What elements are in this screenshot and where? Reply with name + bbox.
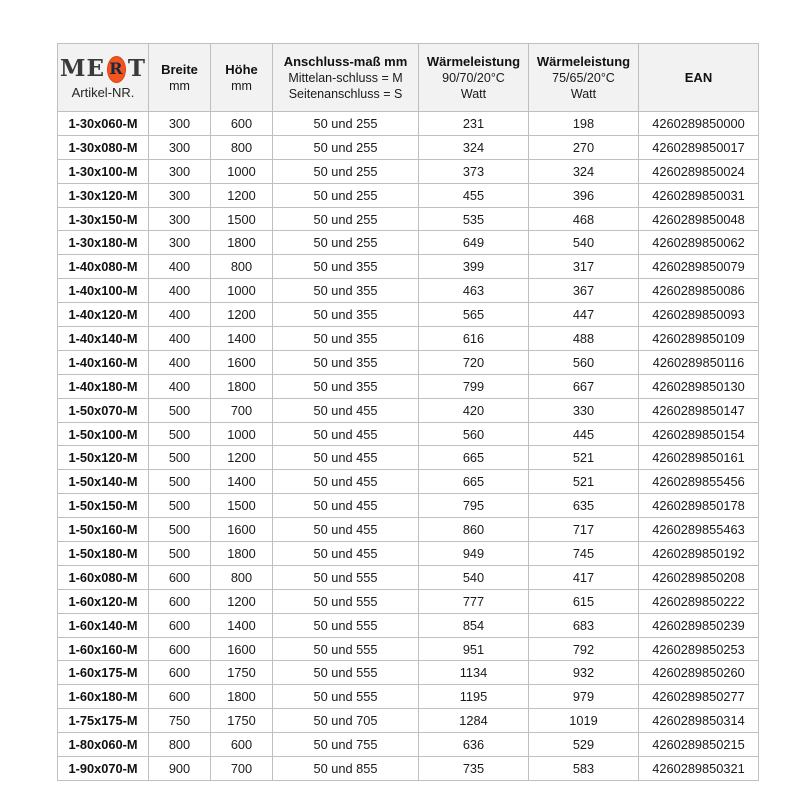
cell-artikel: 1-40x180-M bbox=[58, 374, 149, 398]
cell-w90: 777 bbox=[419, 589, 529, 613]
w90-line3: Watt bbox=[460, 86, 487, 101]
table-row bbox=[58, 446, 759, 470]
table-row bbox=[58, 757, 759, 781]
cell-w75: 1019 bbox=[529, 709, 639, 733]
cell-w75: 683 bbox=[529, 613, 639, 637]
cell-w75: 635 bbox=[529, 494, 639, 518]
cell-breite: 600 bbox=[149, 613, 211, 637]
cell-artikel: 1-40x140-M bbox=[58, 327, 149, 351]
cell-ean: 4260289850086 bbox=[639, 279, 759, 303]
hoehe-unit: mm bbox=[231, 78, 252, 93]
table-row bbox=[58, 589, 759, 613]
cell-ean: 4260289850178 bbox=[639, 494, 759, 518]
table-row bbox=[58, 661, 759, 685]
cell-breite: 600 bbox=[149, 661, 211, 685]
cell-w75: 396 bbox=[529, 183, 639, 207]
cell-w90: 399 bbox=[419, 255, 529, 279]
breite-unit: mm bbox=[169, 78, 190, 93]
cell-anschluss: 50 und 855 bbox=[273, 757, 419, 781]
cell-anschluss: 50 und 355 bbox=[273, 374, 419, 398]
cell-w90: 951 bbox=[419, 637, 529, 661]
table-row bbox=[58, 565, 759, 589]
cell-w75: 521 bbox=[529, 446, 639, 470]
cell-w90: 860 bbox=[419, 518, 529, 542]
cell-w75: 468 bbox=[529, 207, 639, 231]
cell-artikel: 1-50x180-M bbox=[58, 542, 149, 566]
cell-breite: 500 bbox=[149, 518, 211, 542]
table-row bbox=[58, 709, 759, 733]
table-row bbox=[58, 542, 759, 566]
cell-breite: 500 bbox=[149, 470, 211, 494]
cell-hoehe: 1600 bbox=[211, 637, 273, 661]
table-row bbox=[58, 350, 759, 374]
cell-w75: 521 bbox=[529, 470, 639, 494]
cell-breite: 500 bbox=[149, 494, 211, 518]
cell-w75: 270 bbox=[529, 135, 639, 159]
cell-w75: 615 bbox=[529, 589, 639, 613]
cell-breite: 300 bbox=[149, 159, 211, 183]
cell-anschluss: 50 und 455 bbox=[273, 446, 419, 470]
cell-artikel: 1-40x120-M bbox=[58, 303, 149, 327]
cell-w75: 745 bbox=[529, 542, 639, 566]
cell-breite: 500 bbox=[149, 542, 211, 566]
cell-artikel: 1-40x080-M bbox=[58, 255, 149, 279]
header-artikel-nr bbox=[58, 44, 149, 112]
cell-ean: 4260289850109 bbox=[639, 327, 759, 351]
cell-w90: 420 bbox=[419, 398, 529, 422]
cell-hoehe: 1800 bbox=[211, 542, 273, 566]
cell-w90: 231 bbox=[419, 112, 529, 136]
cell-anschluss: 50 und 755 bbox=[273, 733, 419, 757]
cell-artikel: 1-80x060-M bbox=[58, 733, 149, 757]
cell-hoehe: 1000 bbox=[211, 159, 273, 183]
cell-hoehe: 1400 bbox=[211, 470, 273, 494]
cell-hoehe: 1800 bbox=[211, 685, 273, 709]
cell-w90: 720 bbox=[419, 350, 529, 374]
cell-artikel: 1-60x140-M bbox=[58, 613, 149, 637]
cell-artikel: 1-30x100-M bbox=[58, 159, 149, 183]
w90-line2: 90/70/20°C bbox=[442, 70, 505, 85]
table-row bbox=[58, 374, 759, 398]
cell-ean: 4260289850192 bbox=[639, 542, 759, 566]
table-row bbox=[58, 327, 759, 351]
cell-w90: 463 bbox=[419, 279, 529, 303]
cell-breite: 400 bbox=[149, 279, 211, 303]
cell-w90: 665 bbox=[419, 470, 529, 494]
cell-w90: 1195 bbox=[419, 685, 529, 709]
cell-artikel: 1-50x160-M bbox=[58, 518, 149, 542]
header-anschluss bbox=[273, 44, 419, 112]
cell-hoehe: 800 bbox=[211, 565, 273, 589]
cell-artikel: 1-60x175-M bbox=[58, 661, 149, 685]
cell-hoehe: 1600 bbox=[211, 350, 273, 374]
cell-breite: 400 bbox=[149, 350, 211, 374]
cell-hoehe: 1400 bbox=[211, 327, 273, 351]
logo-letters-t: T bbox=[127, 55, 146, 82]
cell-w75: 445 bbox=[529, 422, 639, 446]
cell-breite: 500 bbox=[149, 422, 211, 446]
cell-anschluss: 50 und 455 bbox=[273, 518, 419, 542]
cell-hoehe: 1750 bbox=[211, 661, 273, 685]
cell-breite: 300 bbox=[149, 135, 211, 159]
anschluss-line2: Mittelan-schluss = M bbox=[288, 70, 403, 85]
cell-anschluss: 50 und 555 bbox=[273, 661, 419, 685]
cell-anschluss: 50 und 555 bbox=[273, 613, 419, 637]
table-row bbox=[58, 685, 759, 709]
cell-ean: 4260289850000 bbox=[639, 112, 759, 136]
cell-breite: 900 bbox=[149, 757, 211, 781]
cell-ean: 4260289850314 bbox=[639, 709, 759, 733]
cell-w90: 540 bbox=[419, 565, 529, 589]
cell-anschluss: 50 und 455 bbox=[273, 494, 419, 518]
cell-anschluss: 50 und 255 bbox=[273, 183, 419, 207]
cell-artikel: 1-75x175-M bbox=[58, 709, 149, 733]
cell-ean: 4260289850079 bbox=[639, 255, 759, 279]
cell-ean: 4260289850024 bbox=[639, 159, 759, 183]
cell-hoehe: 1800 bbox=[211, 374, 273, 398]
cell-artikel: 1-50x140-M bbox=[58, 470, 149, 494]
cell-breite: 500 bbox=[149, 446, 211, 470]
cell-anschluss: 50 und 355 bbox=[273, 279, 419, 303]
cell-hoehe: 1000 bbox=[211, 279, 273, 303]
cell-w75: 717 bbox=[529, 518, 639, 542]
cell-hoehe: 1000 bbox=[211, 422, 273, 446]
anschluss-line3: Seitenanschluss = S bbox=[288, 86, 403, 101]
cell-hoehe: 1200 bbox=[211, 589, 273, 613]
logo-letters-me: ME bbox=[60, 55, 105, 82]
cell-w90: 616 bbox=[419, 327, 529, 351]
cell-artikel: 1-30x180-M bbox=[58, 231, 149, 255]
hoehe-title: Höhe bbox=[225, 61, 258, 77]
cell-artikel: 1-60x080-M bbox=[58, 565, 149, 589]
header-hoehe bbox=[211, 44, 273, 112]
cell-artikel: 1-60x120-M bbox=[58, 589, 149, 613]
cell-anschluss: 50 und 355 bbox=[273, 327, 419, 351]
cell-hoehe: 1400 bbox=[211, 613, 273, 637]
cell-breite: 400 bbox=[149, 374, 211, 398]
cell-anschluss: 50 und 455 bbox=[273, 422, 419, 446]
table-row bbox=[58, 733, 759, 757]
cell-breite: 300 bbox=[149, 112, 211, 136]
header-waermeleistung-90 bbox=[419, 44, 529, 112]
table-body bbox=[58, 112, 759, 781]
cell-artikel: 1-90x070-M bbox=[58, 757, 149, 781]
table-row bbox=[58, 303, 759, 327]
cell-anschluss: 50 und 555 bbox=[273, 637, 419, 661]
cell-ean: 4260289850048 bbox=[639, 207, 759, 231]
cell-hoehe: 1200 bbox=[211, 446, 273, 470]
header-row bbox=[58, 44, 759, 112]
cell-w90: 565 bbox=[419, 303, 529, 327]
cell-w90: 854 bbox=[419, 613, 529, 637]
cell-artikel: 1-50x150-M bbox=[58, 494, 149, 518]
cell-breite: 750 bbox=[149, 709, 211, 733]
w75-title: Wärmeleistung bbox=[536, 53, 631, 69]
cell-ean: 4260289850253 bbox=[639, 637, 759, 661]
cell-ean: 4260289850277 bbox=[639, 685, 759, 709]
cell-breite: 600 bbox=[149, 565, 211, 589]
cell-anschluss: 50 und 555 bbox=[273, 685, 419, 709]
cell-anschluss: 50 und 705 bbox=[273, 709, 419, 733]
cell-hoehe: 600 bbox=[211, 733, 273, 757]
cell-hoehe: 700 bbox=[211, 757, 273, 781]
table-row bbox=[58, 279, 759, 303]
cell-artikel: 1-50x100-M bbox=[58, 422, 149, 446]
cell-hoehe: 800 bbox=[211, 135, 273, 159]
cell-artikel: 1-60x160-M bbox=[58, 637, 149, 661]
cell-anschluss: 50 und 455 bbox=[273, 398, 419, 422]
header-waermeleistung-75 bbox=[529, 44, 639, 112]
cell-artikel: 1-40x160-M bbox=[58, 350, 149, 374]
cell-breite: 500 bbox=[149, 398, 211, 422]
cell-w90: 373 bbox=[419, 159, 529, 183]
cell-ean: 4260289850239 bbox=[639, 613, 759, 637]
cell-artikel: 1-50x070-M bbox=[58, 398, 149, 422]
w90-title: Wärmeleistung bbox=[426, 53, 521, 69]
cell-w90: 665 bbox=[419, 446, 529, 470]
cell-anschluss: 50 und 355 bbox=[273, 255, 419, 279]
cell-ean: 4260289850147 bbox=[639, 398, 759, 422]
cell-breite: 400 bbox=[149, 327, 211, 351]
cell-w90: 649 bbox=[419, 231, 529, 255]
cell-ean: 4260289850062 bbox=[639, 231, 759, 255]
table-row bbox=[58, 613, 759, 637]
table-row bbox=[58, 470, 759, 494]
cell-w90: 535 bbox=[419, 207, 529, 231]
cell-ean: 4260289855456 bbox=[639, 470, 759, 494]
cell-w75: 529 bbox=[529, 733, 639, 757]
cell-w90: 1284 bbox=[419, 709, 529, 733]
cell-w75: 317 bbox=[529, 255, 639, 279]
cell-hoehe: 600 bbox=[211, 112, 273, 136]
cell-ean: 4260289850017 bbox=[639, 135, 759, 159]
table-row bbox=[58, 183, 759, 207]
cell-ean: 4260289850154 bbox=[639, 422, 759, 446]
cell-breite: 400 bbox=[149, 255, 211, 279]
logo-r-circle-icon bbox=[107, 56, 126, 83]
cell-w75: 667 bbox=[529, 374, 639, 398]
table-row bbox=[58, 135, 759, 159]
cell-w90: 735 bbox=[419, 757, 529, 781]
anschluss-title: Anschluss-maß mm bbox=[283, 53, 408, 69]
cell-anschluss: 50 und 255 bbox=[273, 159, 419, 183]
cell-artikel: 1-60x180-M bbox=[58, 685, 149, 709]
logo-circle-letter: R bbox=[109, 59, 124, 78]
cell-hoehe: 1200 bbox=[211, 183, 273, 207]
cell-anschluss: 50 und 555 bbox=[273, 589, 419, 613]
cell-artikel: 1-40x100-M bbox=[58, 279, 149, 303]
header-breite bbox=[149, 44, 211, 112]
cell-artikel: 1-30x120-M bbox=[58, 183, 149, 207]
cell-breite: 600 bbox=[149, 685, 211, 709]
cell-w75: 560 bbox=[529, 350, 639, 374]
cell-breite: 600 bbox=[149, 589, 211, 613]
cell-ean: 4260289850208 bbox=[639, 565, 759, 589]
cell-hoehe: 1500 bbox=[211, 207, 273, 231]
cell-hoehe: 1500 bbox=[211, 494, 273, 518]
cell-ean: 4260289850222 bbox=[639, 589, 759, 613]
cell-artikel: 1-30x060-M bbox=[58, 112, 149, 136]
cell-w75: 324 bbox=[529, 159, 639, 183]
cell-breite: 600 bbox=[149, 637, 211, 661]
table-row bbox=[58, 398, 759, 422]
breite-title: Breite bbox=[161, 61, 198, 77]
cell-artikel: 1-50x120-M bbox=[58, 446, 149, 470]
cell-ean: 4260289850130 bbox=[639, 374, 759, 398]
table-row bbox=[58, 112, 759, 136]
cell-anschluss: 50 und 255 bbox=[273, 112, 419, 136]
ean-title: EAN bbox=[684, 69, 713, 85]
cell-ean: 4260289850321 bbox=[639, 757, 759, 781]
artikel-nr-label: Artikel-NR. bbox=[71, 84, 135, 100]
cell-ean: 4260289850161 bbox=[639, 446, 759, 470]
cell-w75: 488 bbox=[529, 327, 639, 351]
table-row bbox=[58, 637, 759, 661]
cell-w90: 324 bbox=[419, 135, 529, 159]
cell-anschluss: 50 und 255 bbox=[273, 207, 419, 231]
w75-line3: Watt bbox=[570, 86, 597, 101]
table-row bbox=[58, 207, 759, 231]
cell-w75: 792 bbox=[529, 637, 639, 661]
cell-ean: 4260289850215 bbox=[639, 733, 759, 757]
cell-w90: 949 bbox=[419, 542, 529, 566]
cell-breite: 300 bbox=[149, 183, 211, 207]
cell-hoehe: 1200 bbox=[211, 303, 273, 327]
header-ean bbox=[639, 44, 759, 112]
cell-ean: 4260289850093 bbox=[639, 303, 759, 327]
table-row bbox=[58, 231, 759, 255]
cell-breite: 800 bbox=[149, 733, 211, 757]
cell-anschluss: 50 und 255 bbox=[273, 231, 419, 255]
cell-hoehe: 700 bbox=[211, 398, 273, 422]
cell-w75: 932 bbox=[529, 661, 639, 685]
cell-breite: 300 bbox=[149, 207, 211, 231]
cell-anschluss: 50 und 555 bbox=[273, 565, 419, 589]
cell-w75: 367 bbox=[529, 279, 639, 303]
cell-w90: 799 bbox=[419, 374, 529, 398]
cell-w75: 330 bbox=[529, 398, 639, 422]
cell-anschluss: 50 und 455 bbox=[273, 470, 419, 494]
cell-w75: 417 bbox=[529, 565, 639, 589]
cell-w90: 795 bbox=[419, 494, 529, 518]
table-row bbox=[58, 518, 759, 542]
cell-breite: 400 bbox=[149, 303, 211, 327]
mert-logo bbox=[60, 56, 146, 83]
cell-ean: 4260289850116 bbox=[639, 350, 759, 374]
cell-anschluss: 50 und 355 bbox=[273, 303, 419, 327]
cell-ean: 4260289855463 bbox=[639, 518, 759, 542]
product-spec-table bbox=[57, 43, 759, 781]
cell-ean: 4260289850260 bbox=[639, 661, 759, 685]
cell-w75: 198 bbox=[529, 112, 639, 136]
cell-anschluss: 50 und 455 bbox=[273, 542, 419, 566]
table-row bbox=[58, 422, 759, 446]
cell-artikel: 1-30x150-M bbox=[58, 207, 149, 231]
table-row bbox=[58, 159, 759, 183]
w75-line2: 75/65/20°C bbox=[552, 70, 615, 85]
table-row bbox=[58, 494, 759, 518]
cell-breite: 300 bbox=[149, 231, 211, 255]
cell-anschluss: 50 und 355 bbox=[273, 350, 419, 374]
cell-ean: 4260289850031 bbox=[639, 183, 759, 207]
cell-hoehe: 1600 bbox=[211, 518, 273, 542]
cell-artikel: 1-30x080-M bbox=[58, 135, 149, 159]
cell-w90: 455 bbox=[419, 183, 529, 207]
table-row bbox=[58, 255, 759, 279]
cell-hoehe: 800 bbox=[211, 255, 273, 279]
cell-w75: 540 bbox=[529, 231, 639, 255]
cell-w90: 636 bbox=[419, 733, 529, 757]
cell-w75: 447 bbox=[529, 303, 639, 327]
cell-w75: 979 bbox=[529, 685, 639, 709]
cell-hoehe: 1750 bbox=[211, 709, 273, 733]
cell-w75: 583 bbox=[529, 757, 639, 781]
cell-w90: 1134 bbox=[419, 661, 529, 685]
cell-anschluss: 50 und 255 bbox=[273, 135, 419, 159]
cell-w90: 560 bbox=[419, 422, 529, 446]
cell-hoehe: 1800 bbox=[211, 231, 273, 255]
